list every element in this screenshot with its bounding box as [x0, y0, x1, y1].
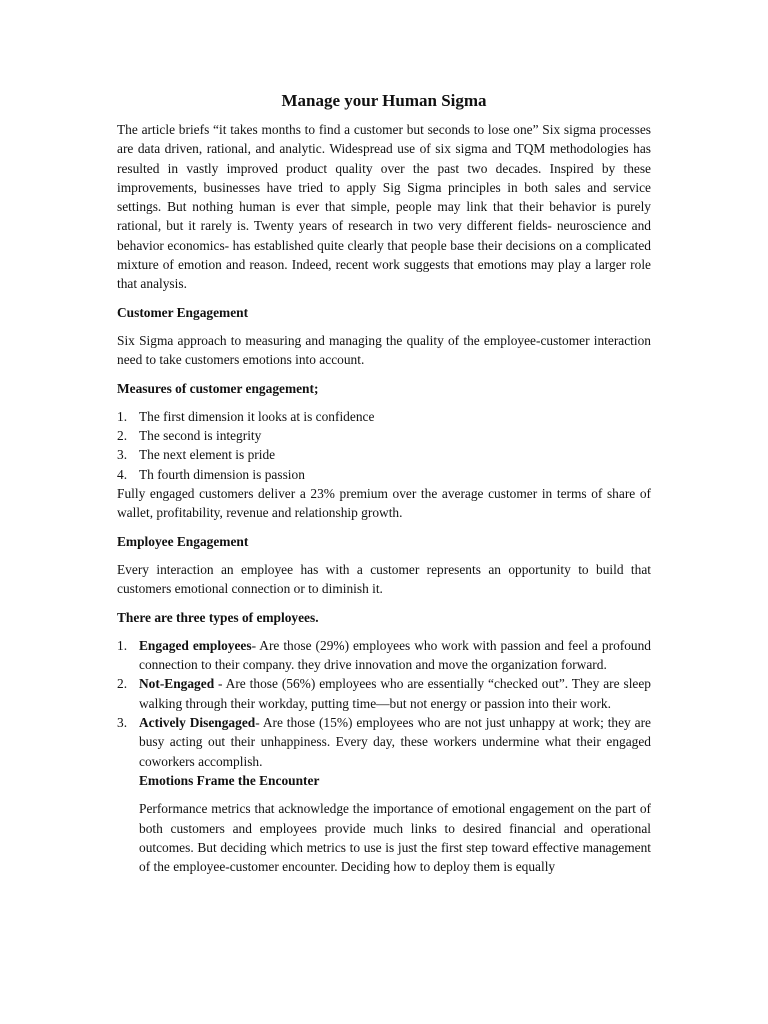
list-number: 2.: [117, 676, 128, 692]
list-text: The next element is pride: [139, 447, 276, 463]
list-number: 4.: [117, 466, 128, 482]
customer-engagement-paragraph: Six Sigma approach to measuring and managing the quality of the employee-customer interaction need to take customers emotions into account.: [117, 332, 651, 368]
employee-types-heading: There are three types of employees.: [117, 609, 319, 625]
list-number: 1.: [117, 637, 128, 653]
list-text: - Are those (56%) employees who are essentially “checked out”. They are sleep walking through their workday, putting time—but not energy or passion into their work.: [139, 676, 651, 711]
list-number: 2.: [117, 428, 128, 444]
list-item: [117, 465, 651, 484]
employee-types-list: [117, 636, 651, 771]
list-item: [117, 713, 651, 771]
list-item: [117, 445, 651, 464]
measures-summary-paragraph: Fully engaged customers deliver a 23% premium over the average customer in terms of share of wallet, profitability, revenue and relationship growth.: [117, 486, 651, 521]
emotions-paragraph: Performance metrics that acknowledge the importance of emotional engagement on the part of both customers and employees provide much links to desired financial and operational outcomes. But deciding which metrics to use is just the first step toward effective management of the employee-customer encounter. Deciding how to deploy them is equally: [139, 801, 651, 875]
list-number: 3.: [117, 447, 128, 463]
list-item: [117, 636, 651, 675]
list-text: The second is integrity: [139, 428, 262, 444]
list-text: The first dimension it looks at is confidence: [139, 408, 375, 424]
list-item: [117, 407, 651, 426]
list-text: Th fourth dimension is passion: [139, 466, 305, 482]
emotions-heading: Emotions Frame the Encounter: [139, 772, 320, 788]
customer-engagement-heading: Customer Engagement: [117, 304, 249, 320]
list-term: Not-Engaged: [139, 676, 215, 692]
list-item: [117, 674, 651, 713]
intro-paragraph: The article briefs “it takes months to find a customer but seconds to lose one” Six sigma processes are data driven, rational, and analytic. Widespread use of six sigma and TQM methodologies has resulted in vastly improved product quality over the past two decades. Inspired by these improvements, businesses have tried to apply Sig Sigma principles in both sales and service settings. But nothing human is ever that simple, people may link that their behavior is purely rational, but it rarely is. Twenty years of research in two very different fields- neuroscience and behavior economics- has established quite clearly that people base their decisions on a complicated mixture of emotion and reason. Indeed, recent work suggests that emotions may play a larger role that analysis.: [117, 122, 651, 292]
emotions-section: [117, 771, 651, 876]
employee-engagement-heading: Employee Engagement: [117, 533, 249, 549]
employee-engagement-paragraph: Every interaction an employee has with a customer represents an opportunity to build that customers emotional connection or to diminish it.: [117, 561, 651, 597]
list-text: - Are those (29%) employees who work with passion and feel a profound connection to their company. they drive innovation and move the organization forward.: [139, 637, 652, 673]
list-term: Actively Disengaged: [139, 715, 256, 731]
list-text: - Are those (15%) employees who are not just unhappy at work; they are busy acting out their unhappiness. Every day, these workers undermine what their engaged coworkers accomplish.: [139, 715, 651, 769]
list-number: 1.: [117, 408, 128, 424]
measures-heading: Measures of customer engagement;: [117, 380, 319, 396]
document-page: [117, 90, 651, 876]
list-item: [117, 426, 651, 445]
list-number: 3.: [117, 715, 128, 731]
measures-list: [117, 407, 651, 484]
list-term: Engaged employees: [139, 637, 252, 653]
document-title: Manage your Human Sigma: [281, 91, 487, 110]
